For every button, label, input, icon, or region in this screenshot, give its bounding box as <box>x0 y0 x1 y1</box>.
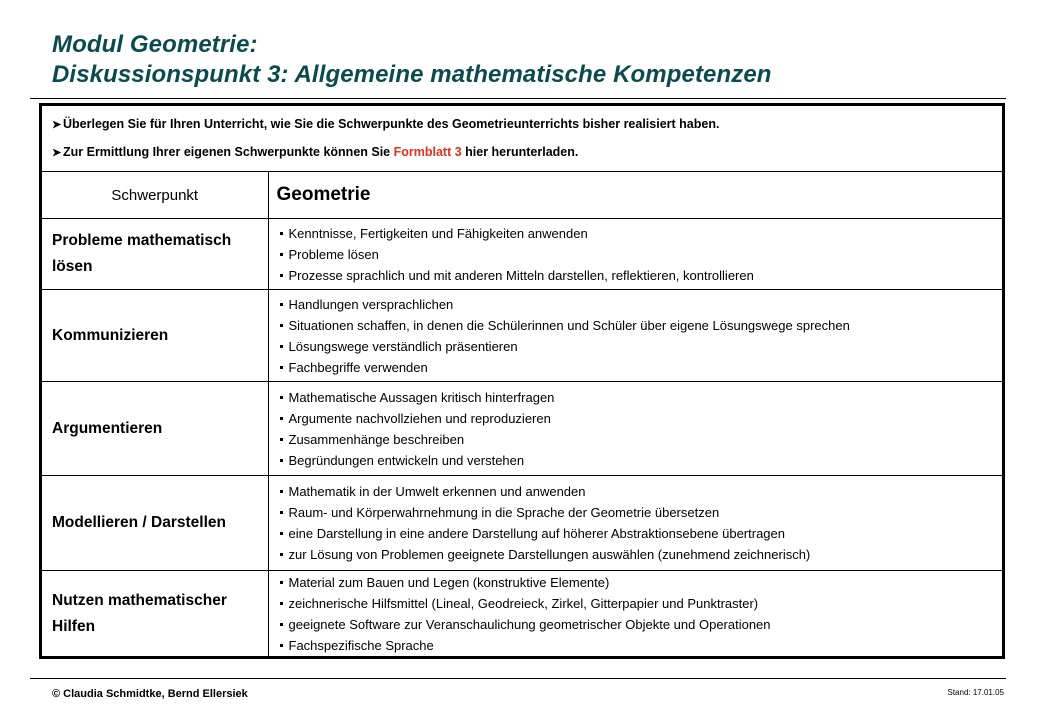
row-items <box>268 571 1002 657</box>
table-header-row <box>42 172 1002 219</box>
formblatt-link[interactable]: Formblatt 3 <box>393 145 462 159</box>
arrow-bullet-icon: ➤ <box>52 119 62 131</box>
row-category: Kommunizieren <box>42 290 268 382</box>
title-divider <box>30 98 1006 99</box>
arrow-bullet-icon: ➤ <box>52 147 62 159</box>
list-item: Lösungswege verständlich präsentieren <box>279 336 1003 357</box>
content-frame <box>39 103 1005 659</box>
list-item: Prozesse sprachlich und mit anderen Mitteln darstellen, reflektieren, kontrollieren <box>279 265 1003 286</box>
row-category: Modellieren / Darstellen <box>42 476 268 571</box>
list-item: Mathematische Aussagen kritisch hinterfragen <box>279 387 1003 408</box>
page-title <box>52 30 1012 90</box>
table-row <box>42 476 1002 571</box>
row-items <box>268 290 1002 382</box>
list-item: Fachbegriffe verwenden <box>279 357 1003 378</box>
table-row <box>42 382 1002 476</box>
row-category: Probleme mathematisch lösen <box>42 219 268 290</box>
list-item: Begründungen entwickeln und verstehen <box>279 450 1003 471</box>
title-line-1: Modul Geometrie: <box>52 31 258 58</box>
row-items <box>268 382 1002 476</box>
instructions <box>42 106 1002 171</box>
list-item: Handlungen versprachlichen <box>279 294 1003 315</box>
row-category: Argumentieren <box>42 382 268 476</box>
competence-table <box>42 171 1002 657</box>
list-item: Probleme lösen <box>279 244 1003 265</box>
table-row <box>42 219 1002 290</box>
list-item: eine Darstellung in eine andere Darstellung auf höherer Abstraktionsebene übertragen <box>279 523 1003 544</box>
table-row <box>42 290 1002 382</box>
list-item: zeichnerische Hilfsmittel (Lineal, Geodreieck, Zirkel, Gitterpapier und Punktraster) <box>279 593 1003 614</box>
list-item: Mathematik in der Umwelt erkennen und anwenden <box>279 481 1003 502</box>
list-item: Argumente nachvollziehen und reproduzieren <box>279 408 1003 429</box>
list-item: Raum- und Körperwahrnehmung in die Sprache der Geometrie übersetzen <box>279 502 1003 523</box>
list-item: Situationen schaffen, in denen die Schülerinnen und Schüler über eigene Lösungswege sprechen <box>279 315 1003 336</box>
instruction-line-2 <box>52 145 578 159</box>
instruction-text-2b: hier herunterladen. <box>461 145 579 159</box>
copyright: © Claudia Schmidtke, Bernd Ellersiek <box>52 688 248 700</box>
col-header-geometrie: Geometrie <box>268 172 1002 219</box>
row-items <box>268 219 1002 290</box>
list-item: Kenntnisse, Fertigkeiten und Fähigkeiten anwenden <box>279 223 1003 244</box>
list-item: Fachspezifische Sprache <box>279 635 1003 656</box>
list-item: zur Lösung von Problemen geeignete Darstellungen auswählen (zunehmend zeichnerisch) <box>279 544 1003 565</box>
row-category: Nutzen mathematischer Hilfen <box>42 571 268 657</box>
list-item: geeignete Software zur Veranschaulichung geometrischer Objekte und Operationen <box>279 614 1003 635</box>
instruction-text-2a: Zur Ermittlung Ihrer eigenen Schwerpunkte können Sie <box>63 145 394 159</box>
table-row <box>42 571 1002 657</box>
stand-date: Stand: 17.01.05 <box>947 688 1004 697</box>
col-header-schwerpunkt: Schwerpunkt <box>42 172 268 219</box>
row-items <box>268 476 1002 571</box>
list-item: Material zum Bauen und Legen (konstruktive Elemente) <box>279 572 1003 593</box>
instruction-text-1: Überlegen Sie für Ihren Unterricht, wie Sie die Schwerpunkte des Geometrieunterrichts bisher realisiert haben. <box>63 117 720 131</box>
list-item: Zusammenhänge beschreiben <box>279 429 1003 450</box>
title-line-2: Diskussionspunkt 3: Allgemeine mathematische Kompetenzen <box>52 61 772 88</box>
instruction-line-1 <box>52 117 719 131</box>
footer-divider <box>30 678 1006 679</box>
